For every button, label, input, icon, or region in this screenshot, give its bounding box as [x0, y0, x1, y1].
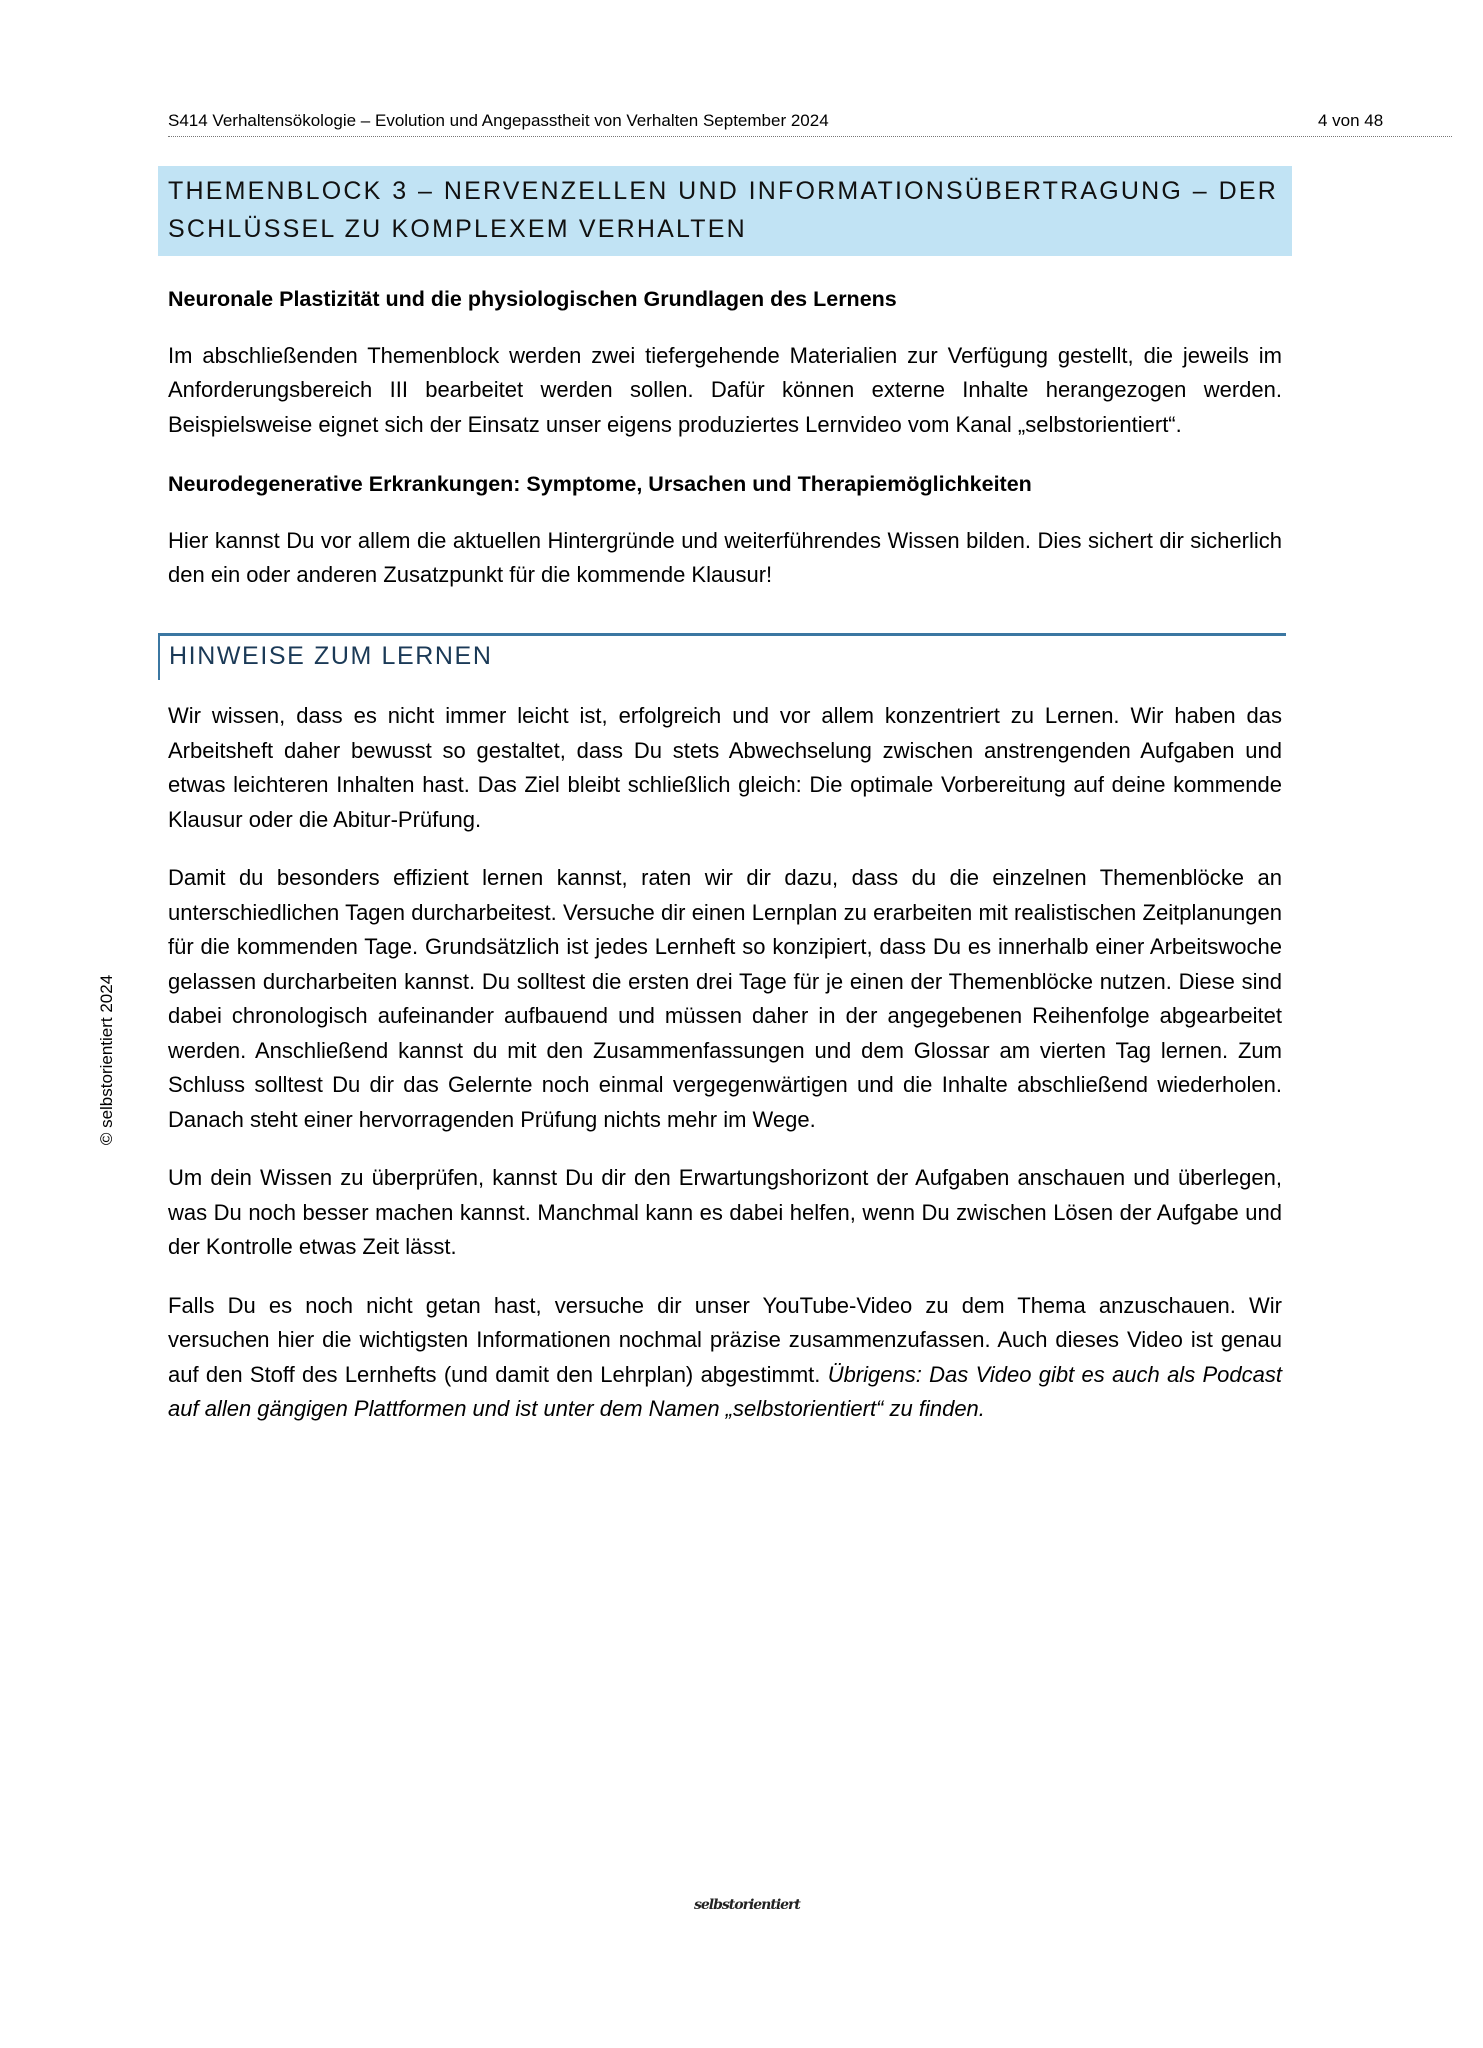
side-copyright: © selbstorientiert 2024	[97, 974, 116, 1146]
section-neurodegenerative	[168, 467, 1282, 593]
themenblock-heading-line2: SCHLÜSSEL ZU KOMPLEXEM VERHALTEN	[168, 215, 747, 243]
themenblock-heading	[168, 172, 1278, 248]
hinweise-paragraph-1: Wir wissen, dass es nicht immer leicht ist, erfolgreich und vor allem konzentriert zu Lernen. Wir haben das Arbeitsheft daher bewusst so gestaltet, dass Du stets Abwechselung zwischen anstrengenden Aufgaben und etwas leichteren Inhalten hast. Das Ziel bleibt schließlich gleich: Die optimale Vorbereitung auf deine kommende Klausur oder die Abitur-Prüfung.	[168, 703, 1282, 832]
hinweise-paragraph-4-text: Falls Du es noch nicht getan hast, versuche dir unser YouTube-Video zu dem Thema anzuschauen. Wir versuchen hier die wichtigsten Informationen nochmal präzise zusammenzufassen. Auch dieses Video ist genau auf den Stoff des Lernhefts (und damit den Lehrplan) abgestimmt.	[168, 1292, 1282, 1387]
section-neuronale-plastizitaet	[168, 282, 1282, 442]
hinweise-section-header	[158, 633, 1286, 680]
subheading-neurodegenerative: Neurodegenerative Erkrankungen: Symptome, Ursachen und Therapiemöglichkeiten	[168, 472, 1032, 496]
hinweise-paragraph-3: Um dein Wissen zu überprüfen, kannst Du dir den Erwartungshorizont der Aufgaben anschauen und überlegen, was Du noch besser machen kannst. Manchmal kann es dabei helfen, wenn Du zwischen Lösen der Aufgabe und der Kontrolle etwas Zeit lässt.	[168, 1165, 1282, 1259]
hinweise-paragraph-4	[168, 1289, 1282, 1427]
page-number: 4 von 48	[1318, 111, 1384, 130]
document-title: S414 Verhaltensökologie – Evolution und Angepasstheit von Verhalten September 2024	[168, 111, 829, 130]
themenblock-banner	[158, 166, 1292, 256]
hinweise-body	[168, 699, 1282, 1427]
paragraph-neurodegenerative: Hier kannst Du vor allem die aktuellen Hintergründe und weiterführendes Wissen bilden. Dies sichert dir sicherlich den ein oder anderen Zusatzpunkt für die kommende Klausur!	[168, 527, 1282, 587]
hinweise-paragraph-2: Damit du besonders effizient lernen kannst, raten wir dir dazu, dass du die einzelnen Themenblöcke an unterschiedlichen Tagen durcharbeitest. Versuche dir einen Lernplan zu erarbeiten mit realistischen Zeitplanungen für die kommenden Tage. Grundsätzlich ist jedes Lernheft so konzipiert, dass Du es innerhalb einer Arbeitswoche gelassen durcharbeiten kannst. Du solltest die ersten drei Tage für je einen der Themenblöcke nutzen. Diese sind dabei chronologisch aufeinander aufbauend und müssen daher in der angegebenen Reihenfolge abgearbeitet werden. Anschließend kannst du mit den Zusammenfassungen und dem Glossar am vierten Tag lernen. Zum Schluss solltest Du dir das Gelernte noch einmal vergegenwärtigen und die Inhalte abschließend wiederholen. Danach steht einer hervorragenden Prüfung nichts mehr im Wege.	[168, 865, 1282, 1132]
themenblock-heading-line1: THEMENBLOCK 3 – NERVENZELLEN UND INFORMATIONSÜBERTRAGUNG – DER	[168, 177, 1278, 205]
paragraph-neuronale-plastizitaet: Im abschließenden Themenblock werden zwei tiefergehende Materialien zur Verfügung gestellt, die jeweils im Anforderungsbereich III bearbeitet werden sollen. Dafür können externe Inhalte herangezogen werden. Beispielsweise eignet sich der Einsatz unser eigens produziertes Lernvideo vom Kanal „selbstorientiert“.	[168, 342, 1282, 437]
footer-logo: selbstorientiert	[694, 1897, 800, 1913]
subheading-neuronale-plastizitaet: Neuronale Plastizität und die physiologischen Grundlagen des Lernens	[168, 287, 897, 311]
hinweise-heading: HINWEISE ZUM LERNEN	[169, 642, 493, 670]
running-header	[168, 108, 1452, 137]
hinweise-paragraph-4-note: Übrigens: Das Video gibt es auch als Podcast auf allen gängigen Plattformen und ist unter dem Namen „selbstorientiert“ zu finden.	[168, 1361, 1282, 1421]
